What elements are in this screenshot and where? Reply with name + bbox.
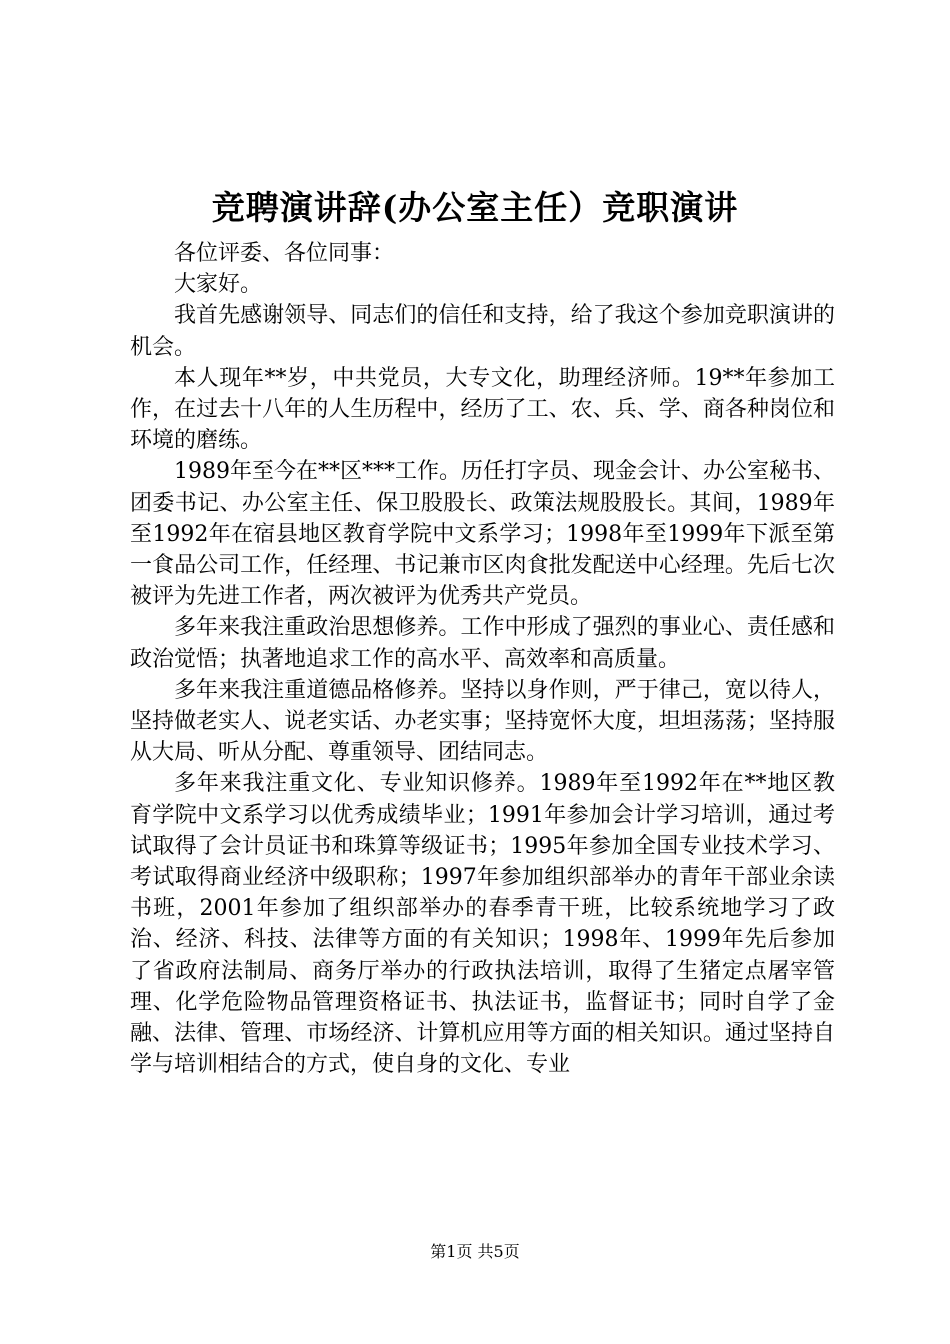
greeting-paragraph: 大家好。	[174, 272, 263, 298]
body-paragraph: 1989年至今在**区***工作。历任打字员、现金会计、办公室秘书、团委书记、办公室主任、保卫股股长、政策法规股股长。其间，1989年至1992年在宿县地区教育学院中文系学习；1998年至1999年下派至第一食品公司工作，任经理、书记兼市区肉食批发配送中心经理。先后七次被评为先进工作者，两次被评为优秀共产党员。	[130, 459, 835, 610]
document-body	[130, 238, 835, 1080]
document-title: 竞聘演讲辞(办公室主任）竞职演讲	[211, 188, 739, 227]
salutation-paragraph: 各位评委、各位同事：	[174, 241, 395, 266]
page-number-footer: 第1页 共5页	[430, 1242, 520, 1261]
body-paragraph: 多年来我注重政治思想修养。工作中形成了强烈的事业心、责任感和政治觉悟；执著地追求工作的高水平、高效率和高质量。	[130, 615, 835, 672]
body-paragraph: 本人现年**岁，中共党员，大专文化，助理经济师。19**年参加工作，在过去十八年的人生历程中，经历了工、农、兵、学、商各种岗位和环境的磨练。	[130, 365, 835, 454]
body-paragraph: 多年来我注重道德品格修养。坚持以身作则，严于律己，宽以待人，坚持做老实人、说老实话、办老实事；坚持宽怀大度，坦坦荡荡；坚持服从大局、听从分配、尊重领导、团结同志。	[130, 677, 835, 766]
body-paragraph: 多年来我注重文化、专业知识修养。1989年至1992年在**地区教育学院中文系学习以优秀成绩毕业；1991年参加会计学习培训，通过考试取得了会计员证书和珠算等级证书；1995年参加全国专业技术学习、考试取得商业经济中级职称；1997年参加组织部举办的青年干部业余读书班，2001年参加了组织部举办的春季青干班，比较系统地学习了政治、经济、科技、法律等方面的有关知识；1998年、1999年先后参加了省政府法制局、商务厅举办的行政执法培训，取得了生猪定点屠宰管理、化学危险物品管理资格证书、执法证书，监督证书；同时自学了金融、法律、管理、市场经济、计算机应用等方面的相关知识。通过坚持自学与培训相结合的方式，使自身的文化、专业	[130, 771, 835, 1078]
body-paragraph: 我首先感谢领导、同志们的信任和支持，给了我这个参加竞职演讲的机会。	[130, 303, 835, 360]
